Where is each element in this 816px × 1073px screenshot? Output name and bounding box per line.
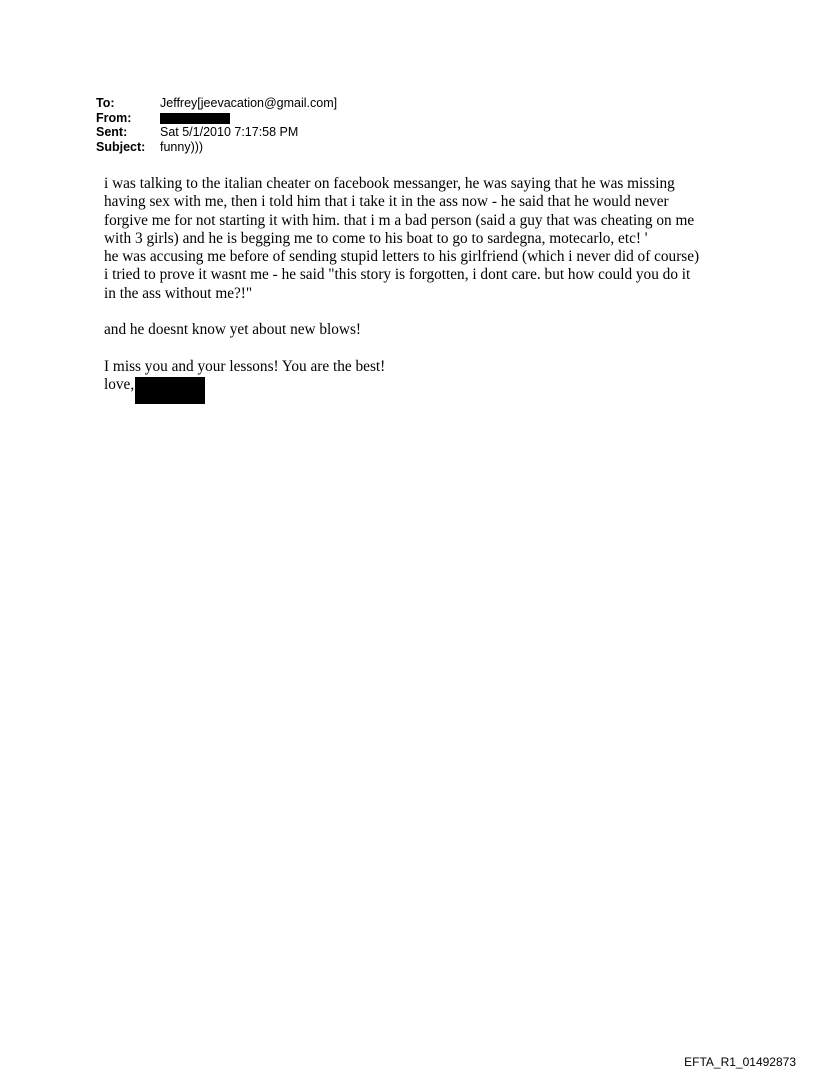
email-header <box>96 96 337 154</box>
paragraph-gap <box>104 303 744 321</box>
closing-line: I miss you and your lessons! You are the best! <box>104 357 386 375</box>
body-line: having sex with me, then i told him that i take it in the ass now - he said that he would never <box>104 193 669 211</box>
from-label: From: <box>96 110 132 125</box>
subject-row <box>96 140 337 155</box>
body-line: i was talking to the italian cheater on facebook messanger, he was saying that he was missing <box>104 175 675 192</box>
signature-redaction <box>135 377 205 404</box>
document-id: EFTA_R1_01492873 <box>684 1055 796 1069</box>
body-line: forgive me for not starting it with him. that i m a bad person (said a guy that was cheating on me <box>104 211 695 229</box>
body-line: he was accusing me before of sending stupid letters to his girlfriend (which i never did of course) <box>104 248 700 266</box>
from-row <box>96 111 337 126</box>
signoff-text: love, <box>104 376 135 394</box>
sent-row <box>96 125 337 140</box>
paragraph-gap <box>104 340 744 358</box>
subject-label: Subject: <box>96 139 146 154</box>
email-body <box>104 175 744 404</box>
to-label: To: <box>96 96 115 110</box>
sent-value: Sat 5/1/2010 7:17:58 PM <box>160 125 299 139</box>
subject-value: funny))) <box>160 139 204 154</box>
body-line: with 3 girls) and he is begging me to come to his boat to go to sardegna, motecarlo, etc! ' <box>104 229 648 247</box>
body-line: i tried to prove it wasnt me - he said "this story is forgotten, i dont care. but how could you do it <box>104 266 691 284</box>
from-redaction <box>160 113 230 124</box>
signoff-line <box>104 376 744 404</box>
sent-label: Sent: <box>96 125 128 139</box>
to-value: Jeffrey[jeevacation@gmail.com] <box>160 96 338 110</box>
to-row <box>96 96 337 111</box>
body-paragraph-2: and he doesnt know yet about new blows! <box>104 321 362 339</box>
body-line: in the ass without me?!" <box>104 284 253 302</box>
